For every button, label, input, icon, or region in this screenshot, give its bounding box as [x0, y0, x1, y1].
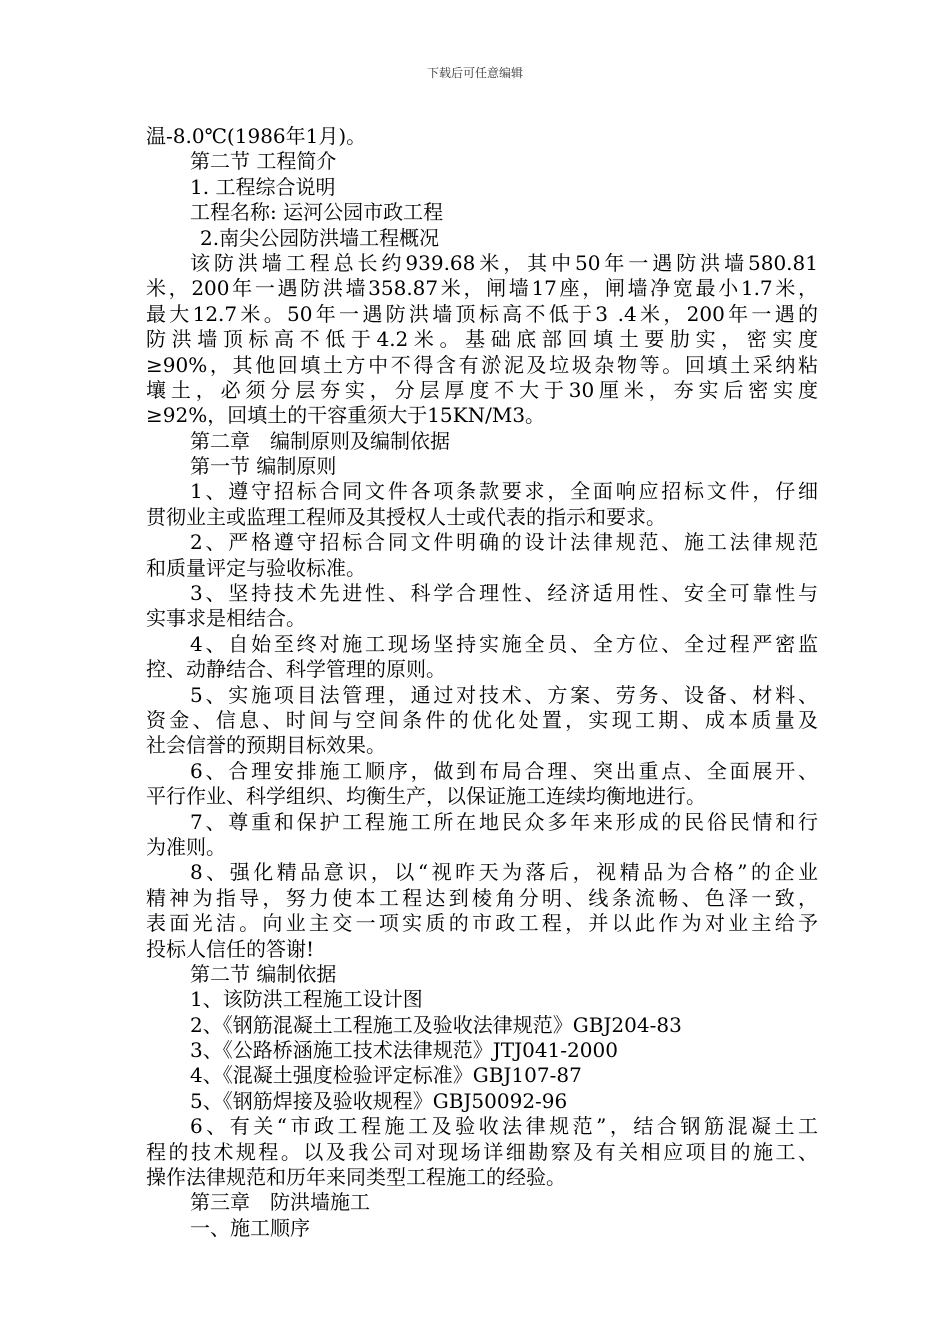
text-line: 4、《混凝土强度检验评定标准》GBJ107-87: [190, 1063, 582, 1088]
page-header: 下载后可任意编辑: [426, 66, 523, 80]
text-line: 米，200年一遇防洪墙358.87米，闸墙17座，闸墙净宽最小1.7米，: [146, 276, 818, 301]
text-line: 7、尊重和保护工程施工所在地民众多年来形成的民俗民情和行: [190, 809, 818, 834]
text-line: 4、自始至终对施工现场坚持实施全员、全方位、全过程严密监: [190, 631, 818, 656]
text-line: 第二节 编制依据: [190, 961, 337, 986]
text-line: 1、遵守招标合同文件各项条款要求，全面响应招标文件，仔细: [190, 479, 818, 504]
text-line: ≥92%，回填土的干容重须大于15KN/M3。: [146, 403, 546, 428]
text-line: 社会信誉的预期目标效果。: [146, 733, 386, 758]
text-line: 贯彻业主或监理工程师及其授权人士或代表的指示和要求。: [146, 504, 666, 529]
text-line: 第一节 编制原则: [190, 454, 337, 479]
text-line: 控、动静结合、科学管理的原则。: [146, 657, 446, 682]
text-line: 壤土，必须分层夯实，分层厚度不大于30厘米，夯实后密实度: [146, 377, 818, 402]
text-line: 表面光洁。向业主交一项实质的市政工程，并以此作为对业主给予: [146, 911, 818, 936]
text-line: 实事求是相结合。: [146, 606, 306, 631]
text-line: 资金、信息、时间与空间条件的优化处置，实现工期、成本质量及: [146, 707, 818, 732]
text-line: 第二节 工程简介: [190, 149, 337, 174]
text-line: 投标人信任的答谢!: [146, 936, 315, 961]
text-line: 2、《钢筋混凝土工程施工及验收法律规范》GBJ204-83: [190, 1012, 682, 1037]
text-line: 工程名称: 运河公园市政工程: [190, 200, 444, 225]
text-line: 一、施工顺序: [190, 1215, 310, 1240]
text-line: 和质量评定与验收标准。: [146, 555, 366, 580]
text-line: 6、有关“市政工程施工及验收法律规范”，结合钢筋混凝土工: [190, 1114, 818, 1139]
text-line: 操作法律规范和历年来同类型工程施工的经验。: [146, 1165, 566, 1190]
text-line: 5、实施项目法管理，通过对技术、方案、劳务、设备、材料、: [190, 682, 818, 707]
text-line: 该防洪墙工程总长约939.68米，其中50年一遇防洪墙580.81: [190, 250, 818, 275]
text-line: 温-8.0℃(1986年1月)。: [146, 124, 367, 148]
text-line: 2、严格遵守招标合同文件明确的设计法律规范、施工法律规范: [190, 530, 818, 555]
text-line: 6、合理安排施工顺序，做到布局合理、突出重点、全面展开、: [190, 758, 818, 783]
text-line: 平行作业、科学组织、均衡生产，以保证施工连续均衡地进行。: [146, 784, 706, 809]
text-line: 8、强化精品意识，以“视昨天为落后，视精品为合格”的企业: [190, 860, 818, 885]
text-line: 3、《公路桥涵施工技术法律规范》JTJ041-2000: [190, 1038, 618, 1063]
text-line: 精神为指导，努力使本工程达到棱角分明、线条流畅、色泽一致，: [146, 885, 818, 910]
text-line: 最大12.7米。50年一遇防洪墙顶标高不低于3 .4米，200年一遇的: [146, 301, 818, 326]
text-line: 为准则。: [146, 834, 226, 859]
text-line: 第二章 编制原则及编制依据: [190, 428, 450, 453]
text-line: 2.南尖公园防洪墙工程概况: [200, 225, 440, 250]
text-line: 防洪墙顶标高不低于4.2米。基础底部回填土要肋实，密实度: [146, 327, 818, 352]
document-body: [146, 124, 818, 1241]
text-line: 第三章 防洪墙施工: [190, 1190, 370, 1215]
text-line: 3、坚持技术先进性、科学合理性、经济适用性、安全可靠性与: [190, 581, 818, 606]
text-line: 1、该防洪工程施工设计图: [190, 987, 423, 1012]
text-line: 1. 工程综合说明: [190, 174, 336, 199]
text-line: ≥90%，其他回填土方中不得含有淤泥及垃圾杂物等。回填土采纳粘: [146, 352, 818, 377]
text-line: 5、《钢筋焊接及验收规程》GBJ50092-96: [190, 1088, 568, 1113]
text-line: 程的技术规程。以及我公司对现场详细勘察及有关相应项目的施工、: [146, 1139, 818, 1164]
